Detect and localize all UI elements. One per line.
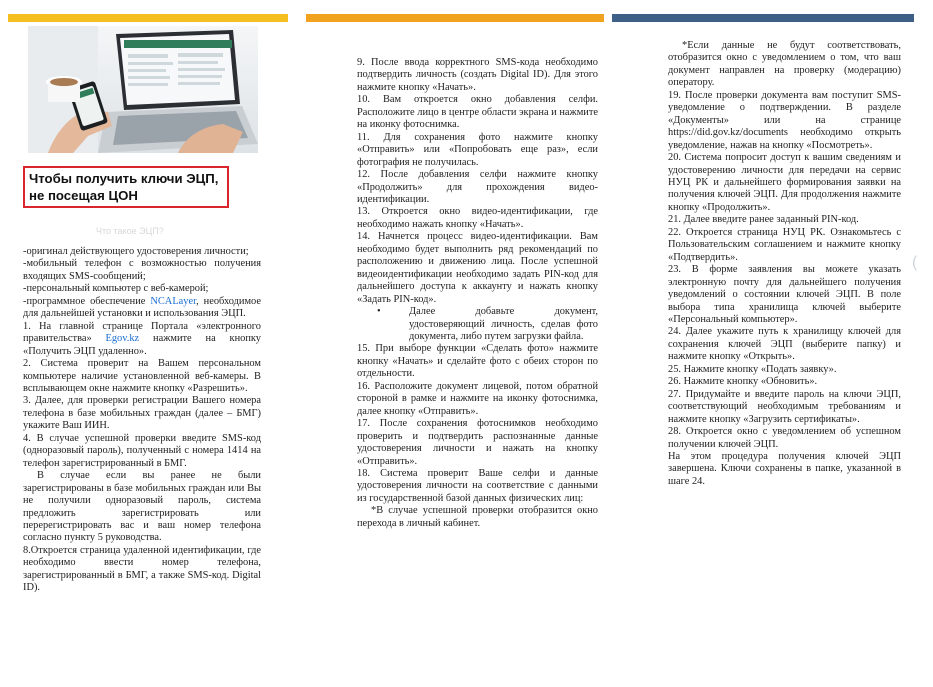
heading-text: Чтобы получить ключи ЭЦП, не посещая ЦОН	[29, 171, 219, 203]
step-11: 11. Для сохранения фото нажмите кнопку «Отправить» или «Попробовать еще раз», если фотография не получилась.	[357, 131, 598, 168]
step-3: 3. Далее, для проверки регистрации Вашего номера телефона в базе мобильных граждан (далее – БМГ) укажите Ваш ИИН.	[23, 395, 261, 432]
requirement-3: -персональный компьютер с веб-камерой;	[23, 283, 209, 295]
document-bullet	[357, 306, 598, 343]
step-21: 21. Далее введите ранее заданный PIN-код.	[668, 214, 859, 226]
step-1	[23, 321, 261, 358]
egov-link[interactable]: Egov.kz	[105, 333, 140, 345]
step-20: 20. Система попросит доступ к вашим сведениям и удостоверению личности для передачи на сервис НУЦ РК и дальнейшего формирования заявки на получения ключей ЭЦП. Для продолжения нажмите кнопку «Продолжить».	[668, 152, 901, 213]
step-19: 19. После проверки документа вам поступит SMS-уведомление о подтверждении. В разделе «Документы» или на странице https://did.gov.kz/documents необходимо открыть уведомление, нажав на кнопку «Посмотреть».	[668, 89, 901, 151]
completion-note: На этом процедура получения ключей ЭЦП завершена. Ключи сохранены в папке, указанной в шаге 24.	[668, 450, 901, 487]
software-prefix: -программное обеспечение	[23, 295, 151, 307]
brochure-heading	[23, 166, 229, 208]
step-22: 22. Откроется страница НУЦ РК. Ознакомьтесь с Пользовательским соглашением и нажмите кнопку «Подтвердить».	[668, 226, 901, 263]
column-2	[357, 57, 598, 530]
requirement-1: -оригинал действующего удостоверения личности;	[23, 246, 249, 257]
faded-glyph: (	[912, 254, 918, 271]
step-28: 28. Откроется окно с уведомлением об успешном получении ключей ЭЦП.	[668, 426, 901, 450]
top-stripe-blue	[612, 14, 914, 22]
step-10: 10. Вам откроется окно добавления селфи. Расположите лицо в центре области экрана и нажмите на иконку фотоснимка.	[357, 94, 598, 131]
success-note: *В случае успешной проверки отобразится окно перехода в личный кабинет.	[357, 505, 598, 529]
step-15: 15. При выборе функции «Сделать фото» нажмите кнопку «Начать» и сделайте фото с обеих сторон по отдельности.	[357, 343, 598, 380]
step-24: 24. Далее укажите путь к хранилищу ключей для сохранения ключей ЭЦП (выберите папку) и нажмите кнопку «Открыть».	[668, 326, 901, 363]
step-4: 4. В случае успешной проверки введите SMS-код (одноразовый пароль), полученный с номера 1414 на телефон зарегистрированный в БМГ.	[23, 432, 261, 469]
column-3	[668, 40, 901, 488]
step-14: 14. Начнется процесс видео-идентификации. Вам необходимо будет выполнить ряд рекомендаций по расположению и движению лица. После успешной видеоидентификации необходимо задать PIN-код для дальнейшего доступа к аккаунту и нажать кнопку «Задать PIN-код».	[357, 231, 598, 305]
software-suffix: , необходимое для дальнейшей установки и использования ЭЦП.	[23, 295, 261, 320]
step-26: 26. Нажмите кнопку «Обновить».	[668, 376, 818, 388]
step-16: 16. Расположите документ лицевой, потом обратной стороной в рамке и нажмите на иконку фотоснимка, далее кнопку «Отправить».	[357, 380, 598, 417]
bullet-icon: •	[377, 306, 381, 318]
requirement-2: -мобильный телефон с возможностью получения входящих SMS-сообщений;	[23, 258, 261, 282]
step-25: 25. Нажмите кнопку «Подать заявку».	[668, 363, 837, 375]
step-13: 13. Откроется окно видео-идентификации, где необходимо нажать кнопку «Начать».	[357, 206, 598, 230]
column-1	[23, 246, 261, 595]
step-18: 18. Система проверит Ваше селфи и данные удостоверения личности на соответствие с данными из государственной базой данных физических лиц:	[357, 467, 598, 504]
top-stripe-yellow	[8, 14, 288, 22]
top-stripe-orange	[306, 14, 604, 22]
requirement-software	[23, 296, 261, 321]
step-8: 8.Откроется страница удаленной идентификации, где необходимо ввести номер телефона, зарегистрированный в БМГ, а также SMS-код. Digital ID).	[23, 544, 261, 594]
step-12: 12. После добавления селфи нажмите кнопку «Продолжить» для прохождения видео-идентификации.	[357, 169, 598, 205]
step-23: 23. В форме заявления вы можете указать электронную почту для дальнейшего получения уведомлений о состоянии ключей ЭЦП. В поле выбора типа хранилища ключей выберите «Персональный компьютер».	[668, 264, 901, 325]
faded-heading: Что такое ЭЦП?	[96, 226, 164, 236]
step-1-prefix: 1. На главной странице Портала «электронного правительства»	[23, 320, 261, 345]
bullet-text: Далее добавьте документ, удостоверяющий личность, сделав фото документа, либо путем загрузки файла.	[409, 306, 598, 342]
step-1-suffix: нажмите на кнопку «Получить ЭЦП удаленно».	[23, 333, 261, 357]
mismatch-note: *Если данные не будут соответствовать, отобразится окно с уведомлением о том, что ваш документ направлен на проверку (модерацию) оператору.	[668, 40, 901, 89]
step-27: 27. Придумайте и введите пароль на ключи ЭЦП, соответствующий необходимым требованиям и нажмите кнопку «Загрузить сертификаты».	[668, 388, 901, 425]
laptop-phone-photo	[28, 26, 258, 153]
step-9: 9. После ввода корректного SMS-кода необходимо подтвердить личность (создать Digital ID). Для этого нажмите кнопку «Начать».	[357, 57, 598, 93]
step-17: 17. После сохранения фотоснимков необходимо проверить и подтвердить распознанные данные удостоверения личности и нажать на кнопку «Отправить».	[357, 418, 598, 467]
ncalayer-link[interactable]: NCALayer	[150, 295, 197, 307]
registration-note: В случае если вы ранее не были зарегистрированы в базе мобильных граждан или Вы не получили одноразовый пароль, система предложить зарегистрировать или перерегистрировать вас и ваш номер телефона согласно пункту 5 руководства.	[23, 470, 261, 544]
step-2: 2. Система проверит на Вашем персональном компьютере наличие установленной веб-камеры. В всплывающем окне нажмите кнопку «Разрешить».	[23, 358, 261, 394]
